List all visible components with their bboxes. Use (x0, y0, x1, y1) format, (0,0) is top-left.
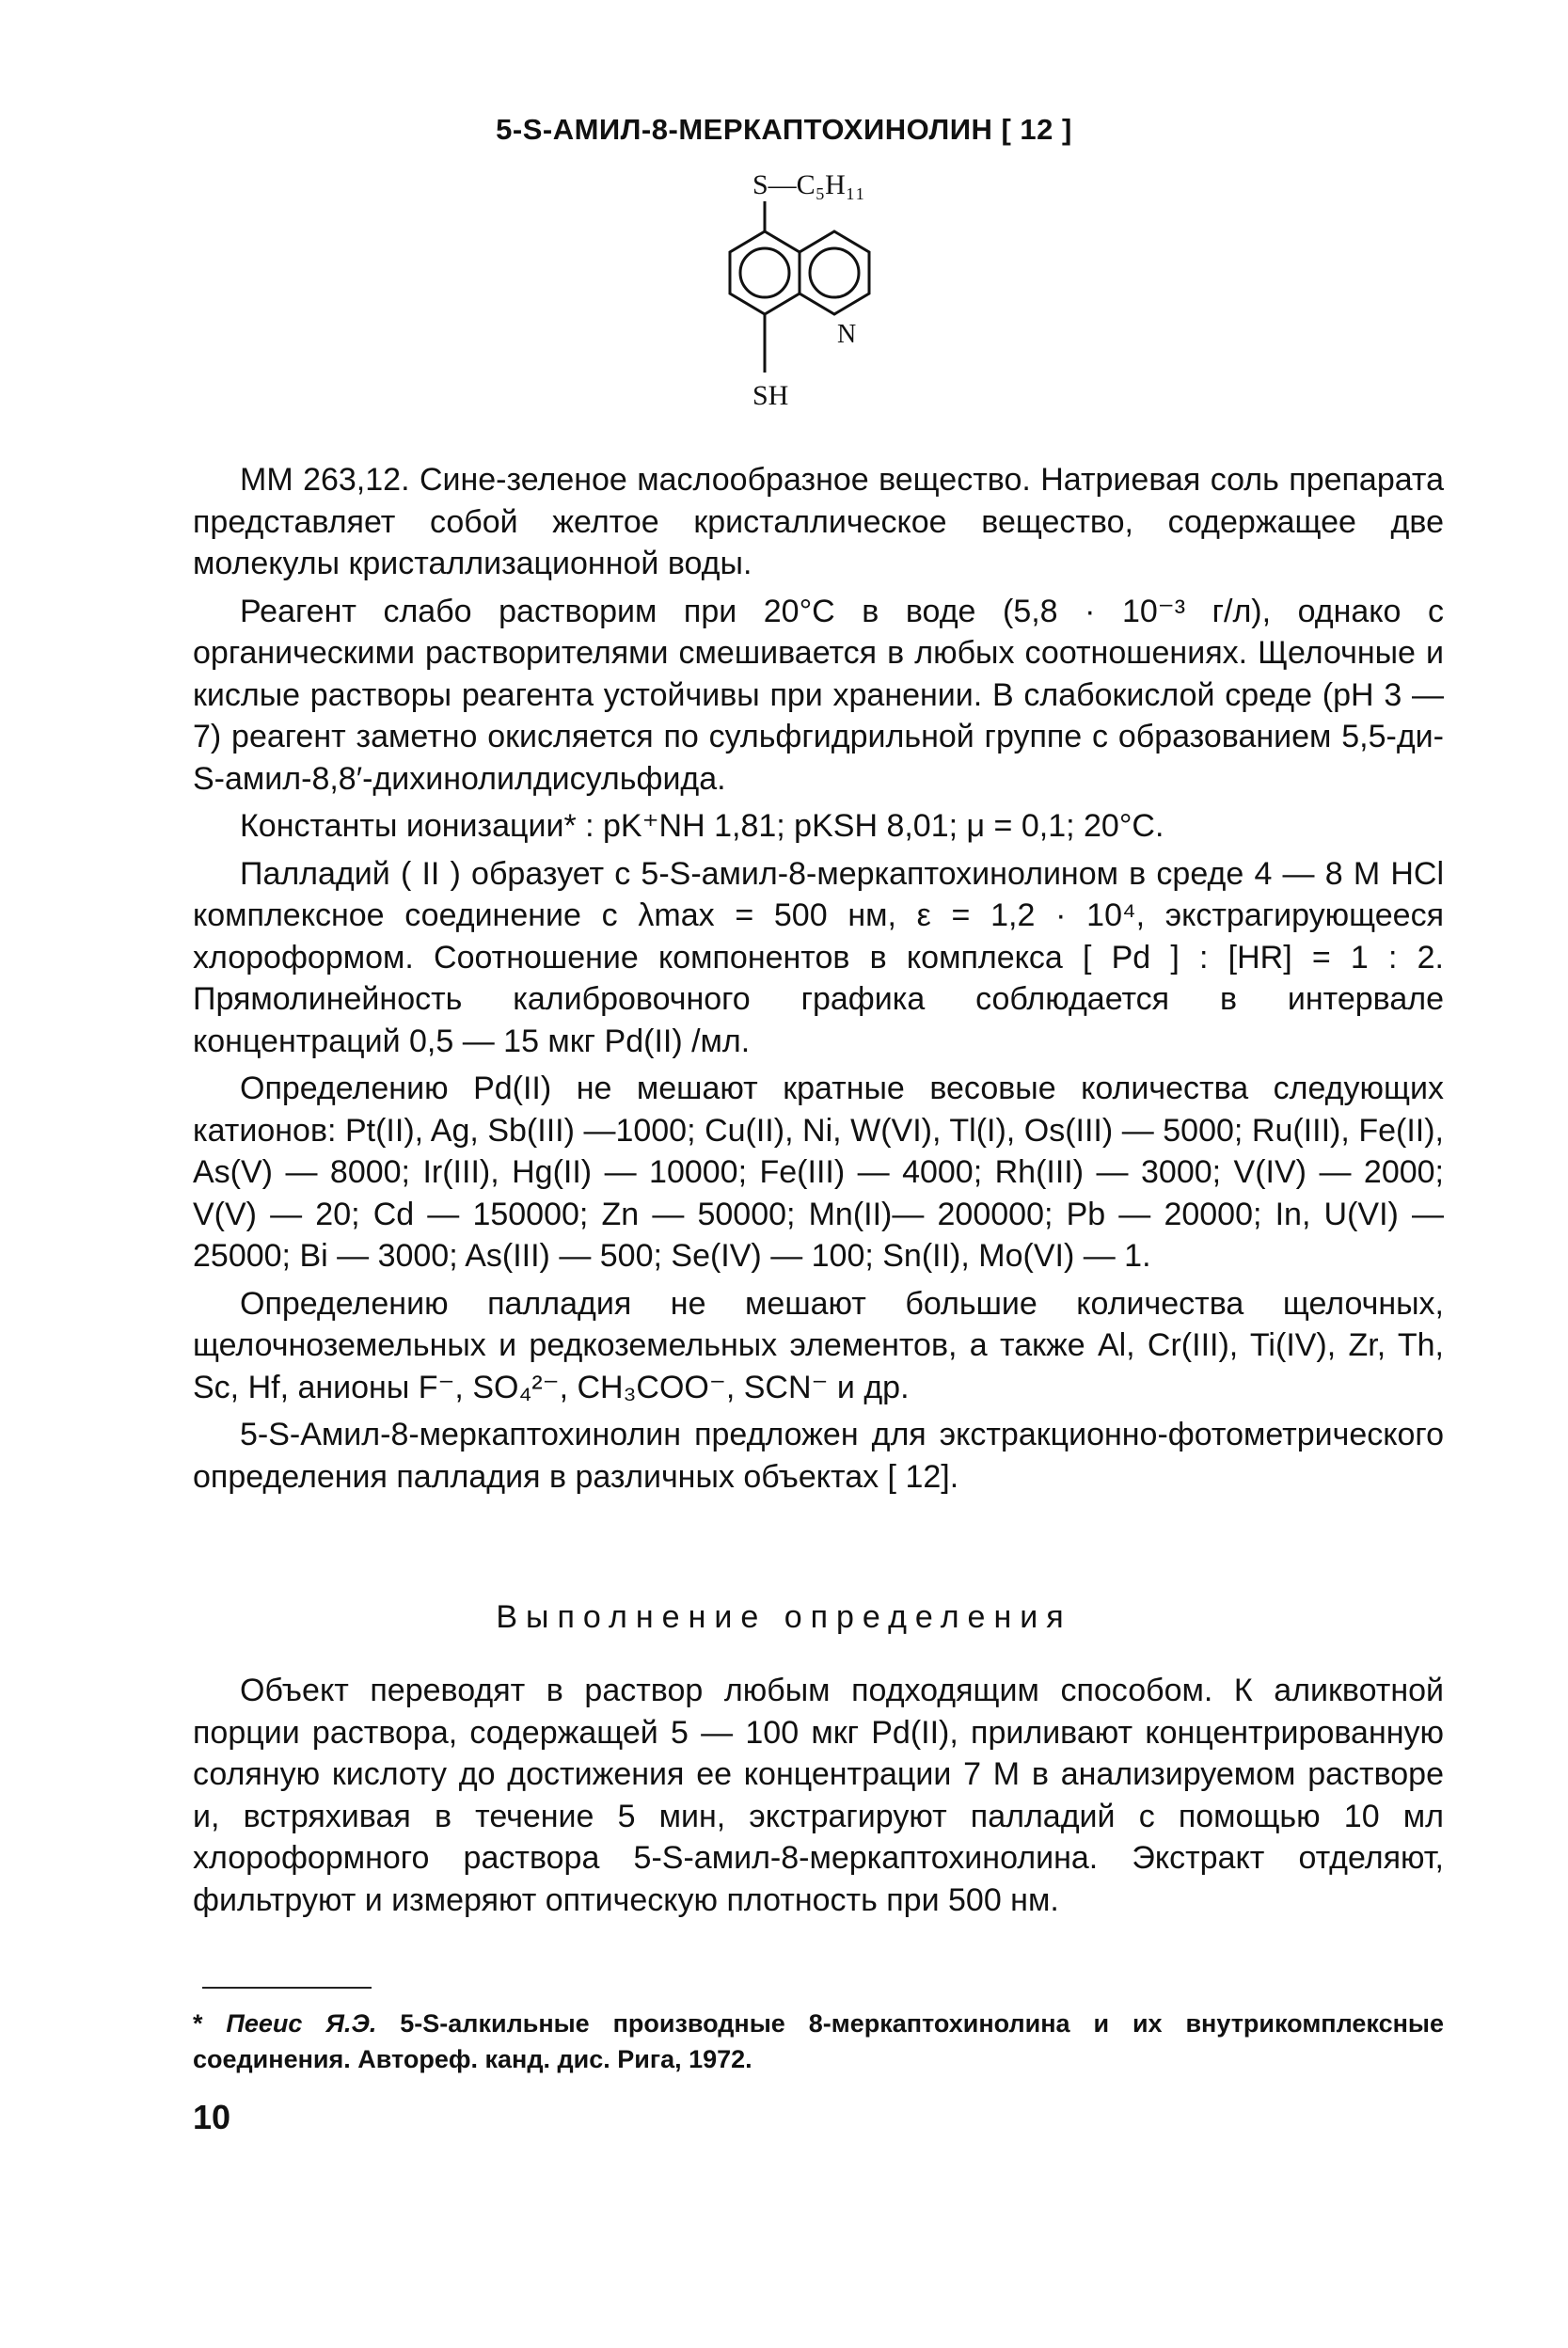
benzene-ring-circle (740, 248, 789, 297)
substituent-top-label: S—C₅H₁₁ (752, 169, 865, 200)
thiol-label: SH (752, 380, 789, 411)
footnote-text: 5-S-алкильные производные 8-меркаптохинолина и их внутрикомплексные соединения. Автореф. канд. дис. Рига, 1972. (193, 2009, 1444, 2073)
footnote-author: Пееис Я.Э. (226, 2009, 377, 2038)
compound-title: 5-S-АМИЛ-8-МЕРКАПТОХИНОЛИН [ 12 ] (496, 113, 1072, 146)
pyridine-ring-circle (810, 248, 859, 297)
footnote (193, 2006, 1444, 2077)
paragraph-4: Палладий ( II ) образует с 5-S-амил-8-меркаптохинолином в среде 4 — 8 М HCl комплексное соединение с λmax = 500 нм, ε = 1,2 · 10⁴, экстрагирующееся хлороформом. Соотношение компонентов в комплекса [ Pd ] : [HR] = 1 : 2. Прямолинейность калибровочного графика соблюдается в интервале концентраций 0,5 — 15 мкг Pd(II) /мл. (193, 855, 1444, 1059)
procedure-text (193, 1670, 1444, 1927)
nitrogen-label: N (837, 320, 857, 349)
footnote-divider (202, 1987, 372, 1989)
page-number: 10 (193, 2098, 231, 2136)
paragraph-1: ММ 263,12. Сине-зеленое маслообразное вещество. Натриевая соль препарата представляет собой желтое кристаллическое вещество, содержащее две молекулы кристаллизационной воды. (193, 462, 1444, 581)
paragraph-7: 5-S-Амил-8-меркаптохинолин предложен для экстракционно-фотометрического определения палладия в различных объектах [ 12]. (193, 1417, 1444, 1495)
paragraph-6: Определению палладия не мешают большие количества щелочных, щелочноземельных и редкоземельных элементов, а также Al, Cr(III), Ti(IV), Zr, Th, Sc, Hf, анионы F⁻, SO₄²⁻, CH₃COO⁻, SCN⁻ и др. (193, 1285, 1444, 1405)
footnote-marker: * (193, 2009, 203, 2038)
section-title: Выполнение определения (496, 1599, 1072, 1635)
main-text (193, 459, 1444, 1503)
procedure-paragraph: Объект переводят в раствор любым подходящим способом. К аликвотной порции раствора, содержащей 5 — 100 мкг Pd(II), приливают концентрированную соляную кислоту до достижения ее концентрации 7 М в анализируемом растворе и, встряхивая в течение 5 мин, экстрагируют палладий с помощью 10 мл хлороформного раствора 5-S-амил-8-меркаптохинолина. Экстракт отделяют, фильтруют и измеряют оптическую плотность при 500 нм. (193, 1673, 1444, 1918)
structural-formula (649, 158, 931, 431)
paragraph-3: Константы ионизации* : pK⁺NH 1,81; pKSH 8,01; μ = 0,1; 20°С. (240, 808, 1164, 844)
paragraph-2: Реагент слабо растворим при 20°С в воде (5,8 · 10⁻³ г/л), однако с органическими растворителями смешивается в любых соотношениях. Щелочные и кислые растворы реагента устойчивы при хранении. В слабокислой среде (pH 3 — 7) реагент заметно окисляется по сульфгидрильной группе с образованием 5,5-ди-S-амил-8,8′-дихинолилдисульфида. (193, 593, 1444, 797)
paragraph-5: Определению Pd(II) не мешают кратные весовые количества следующих катионов: Pt(II), Ag, Sb(III) —1000; Cu(II), Ni, W(VI), Tl(I), Os(III) — 5000; Ru(III), Fe(II), As(V) — 8000; Ir(III), Hg(II) — 10000; Fe(III) — 4000; Rh(III) — 3000; V(IV) — 2000; V(V) — 20; Cd — 150000; Zn — 50000; Mn(II)— 200000; Pb — 20000; In, U(VI) — 25000; Bi — 3000; As(III) — 500; Se(IV) — 100; Sn(II), Mo(VI) — 1. (193, 1071, 1444, 1274)
